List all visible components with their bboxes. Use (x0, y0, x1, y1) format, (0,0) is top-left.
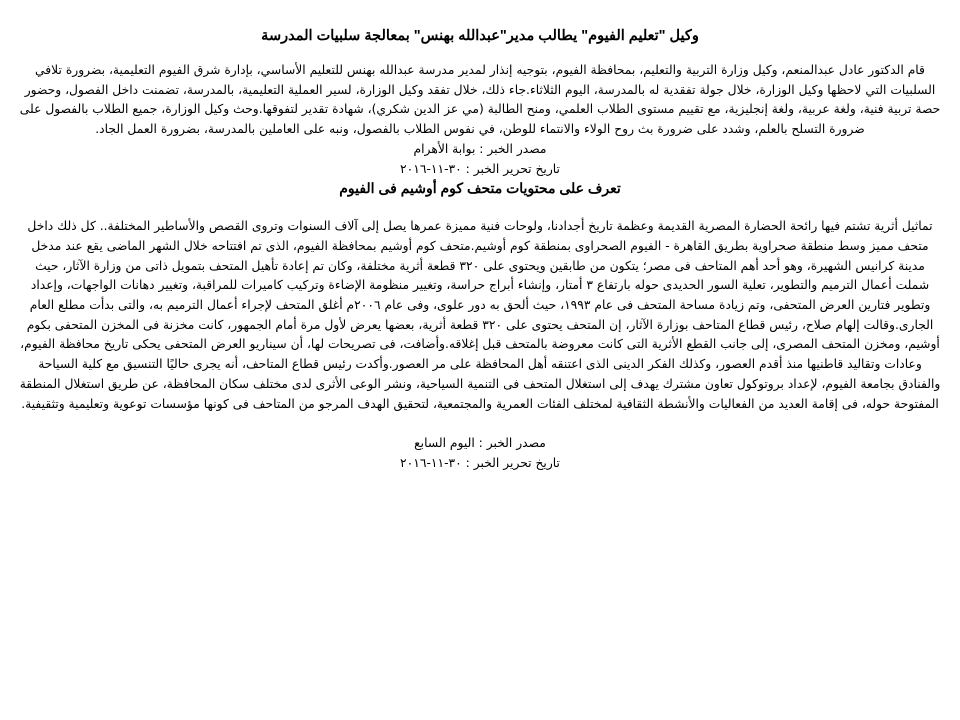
article-date: تاريخ تحرير الخبر : ٣٠-١١-٢٠١٦ (400, 161, 560, 176)
article-headline: وكيل "تعليم الفيوم" يطالب مدير"عبدالله بهنس" بمعالجة سلبيات المدرسة (261, 28, 699, 44)
section-spacer (18, 414, 942, 434)
article-headline: تعرف على محتويات متحف كوم أوشيم فى الفيوم (339, 180, 621, 197)
article-body: قام الدكتور عادل عبدالمنعم، وكيل وزارة التربية والتعليم، بمحافظة الفيوم، بتوجيه إنذار لمدير مدرسة عبدالله بهنس للتعليم الأساسي، بإدارة شرق الفيوم التعليمية، بضرورة تلافي السلبيات التي لاحظها وكيل الوزارة، خلال جولة تفقدية له بالمدرسة، اليوم الثلاثاء.جاء ذلك، خلال تفقد وكيل الوزارة، لسير العملية التعليمية، بالمدرسة، تضمنت داخل الفصول، وحضور حصة تربية فنية، ولغة عربية، ولغة إنجليزية، مع تقييم مستوى الطلاب العلمي، ومنح الطالبة (مي عز الدين شكري)، شهادة تقدير لتفوقها.وحث وكيل الوزارة، جميع الطلاب بالفصول على ضرورة التسلح بالعلم، وشدد على ضرورة بث روح الولاء والانتماء للوطن، في نفوس الطلاب بالفصول، ونبه على العاملين بالمدرسة، بضرورة العمل الجاد. (19, 63, 941, 137)
article-source: مصدر الخبر : بوابة الأهرام (413, 141, 547, 156)
article-date: تاريخ تحرير الخبر : ٣٠-١١-٢٠١٦ (400, 455, 560, 470)
article-education (18, 26, 942, 179)
article-source: مصدر الخبر : اليوم السابع (414, 436, 546, 451)
document-page (18, 0, 942, 474)
article-body: تماثيل أثرية تشتم فيها رائحة الحضارة المصرية القديمة وعظمة تاريخ أجدادنا، ولوحات فنية مميزة عمرها يصل إلى آلاف السنوات وتروى القصص والأساطير المختلفة.. كل ذلك داخل متحف مميز وسط منطقة صحراوية بطريق القاهرة - الفيوم الصحراوى بمنطقة كوم أوشيم.متحف كوم أوشيم بمحافظة الفيوم، الذى تم افتتاحه خلال الشهر الماضى يقع عند مدخل مدينة كرانيس الشهيرة، وهو أحد أهم المتاحف فى مصر؛ يتكون من طابقين ويحتوى على ٣٢٠ قطعة أثرية مختلفة، وكان تم إعادة تأهيل المتحف بتمويل ذاتى من وزارة الآثار، حيث شملت أعمال الترميم والتطوير، تعلية السور الحديدى حوله بارتفاع ٣ أمتار، وإنشاء أبراج حراسة، وتغيير منظومة الإضاءة وتركيب كاميرات للمراقبة، وتغيير دهانات الواجهات، وإعداد وتطوير فتارين العرض المتحفى، وتم زيادة مساحة المتحف فى عام ١٩٩٣، حيث ألحق به دور علوى، وفى عام ٢٠٠٦م أغلق المتحف لإجراء أعمال الترميم به، والتى بدأت مطلع العام الجارى.وقالت إلهام صلاح، رئيس قطاع المتاحف بوزارة الآثار، إن المتحف يحتوى على ٣٢٠ قطعة أثرية، بعضها يعرض لأول مرة أمام الجمهور، كانت مخزنة فى المخزن المتحفى بكوم أوشيم، ومخزن المتحف المصرى، إلى جانب القطع الأثرية التى كانت معروضة بالمتحف قبل إغلاقه.وأضافت، فى تصريحات لها، أن سيناريو العرض المتحفى يحكى تاريخ محافظة الفيوم، وعادات وتقاليد قاطنيها منذ أقدم العصور، وكذلك الفكر الدينى الذى اعتنقه أهل المحافظة على مر العصور.وأكدت رئيس قطاع المتاحف، أنه يجرى حاليًا التنسيق مع كلية السياحة والفنادق بجامعة الفيوم، لإعداد بروتوكول تعاون مشترك يهدف إلى استغلال المتحف فى التنمية السياحية، ونشر الوعى الأثرى لدى مختلف سكان المحافظة، عن طريق استغلال المنطقة المفتوحة حوله، فى إقامة العديد من الفعاليات والأنشطة الثقافية لمختلف الفئات العمرية والمجتمعية، لتحقيق الهدف المرجو من المتاحف فى كونها مؤسسات توعوية وتعليمية وتثقيفية. (19, 219, 941, 411)
article-museum (18, 179, 942, 473)
